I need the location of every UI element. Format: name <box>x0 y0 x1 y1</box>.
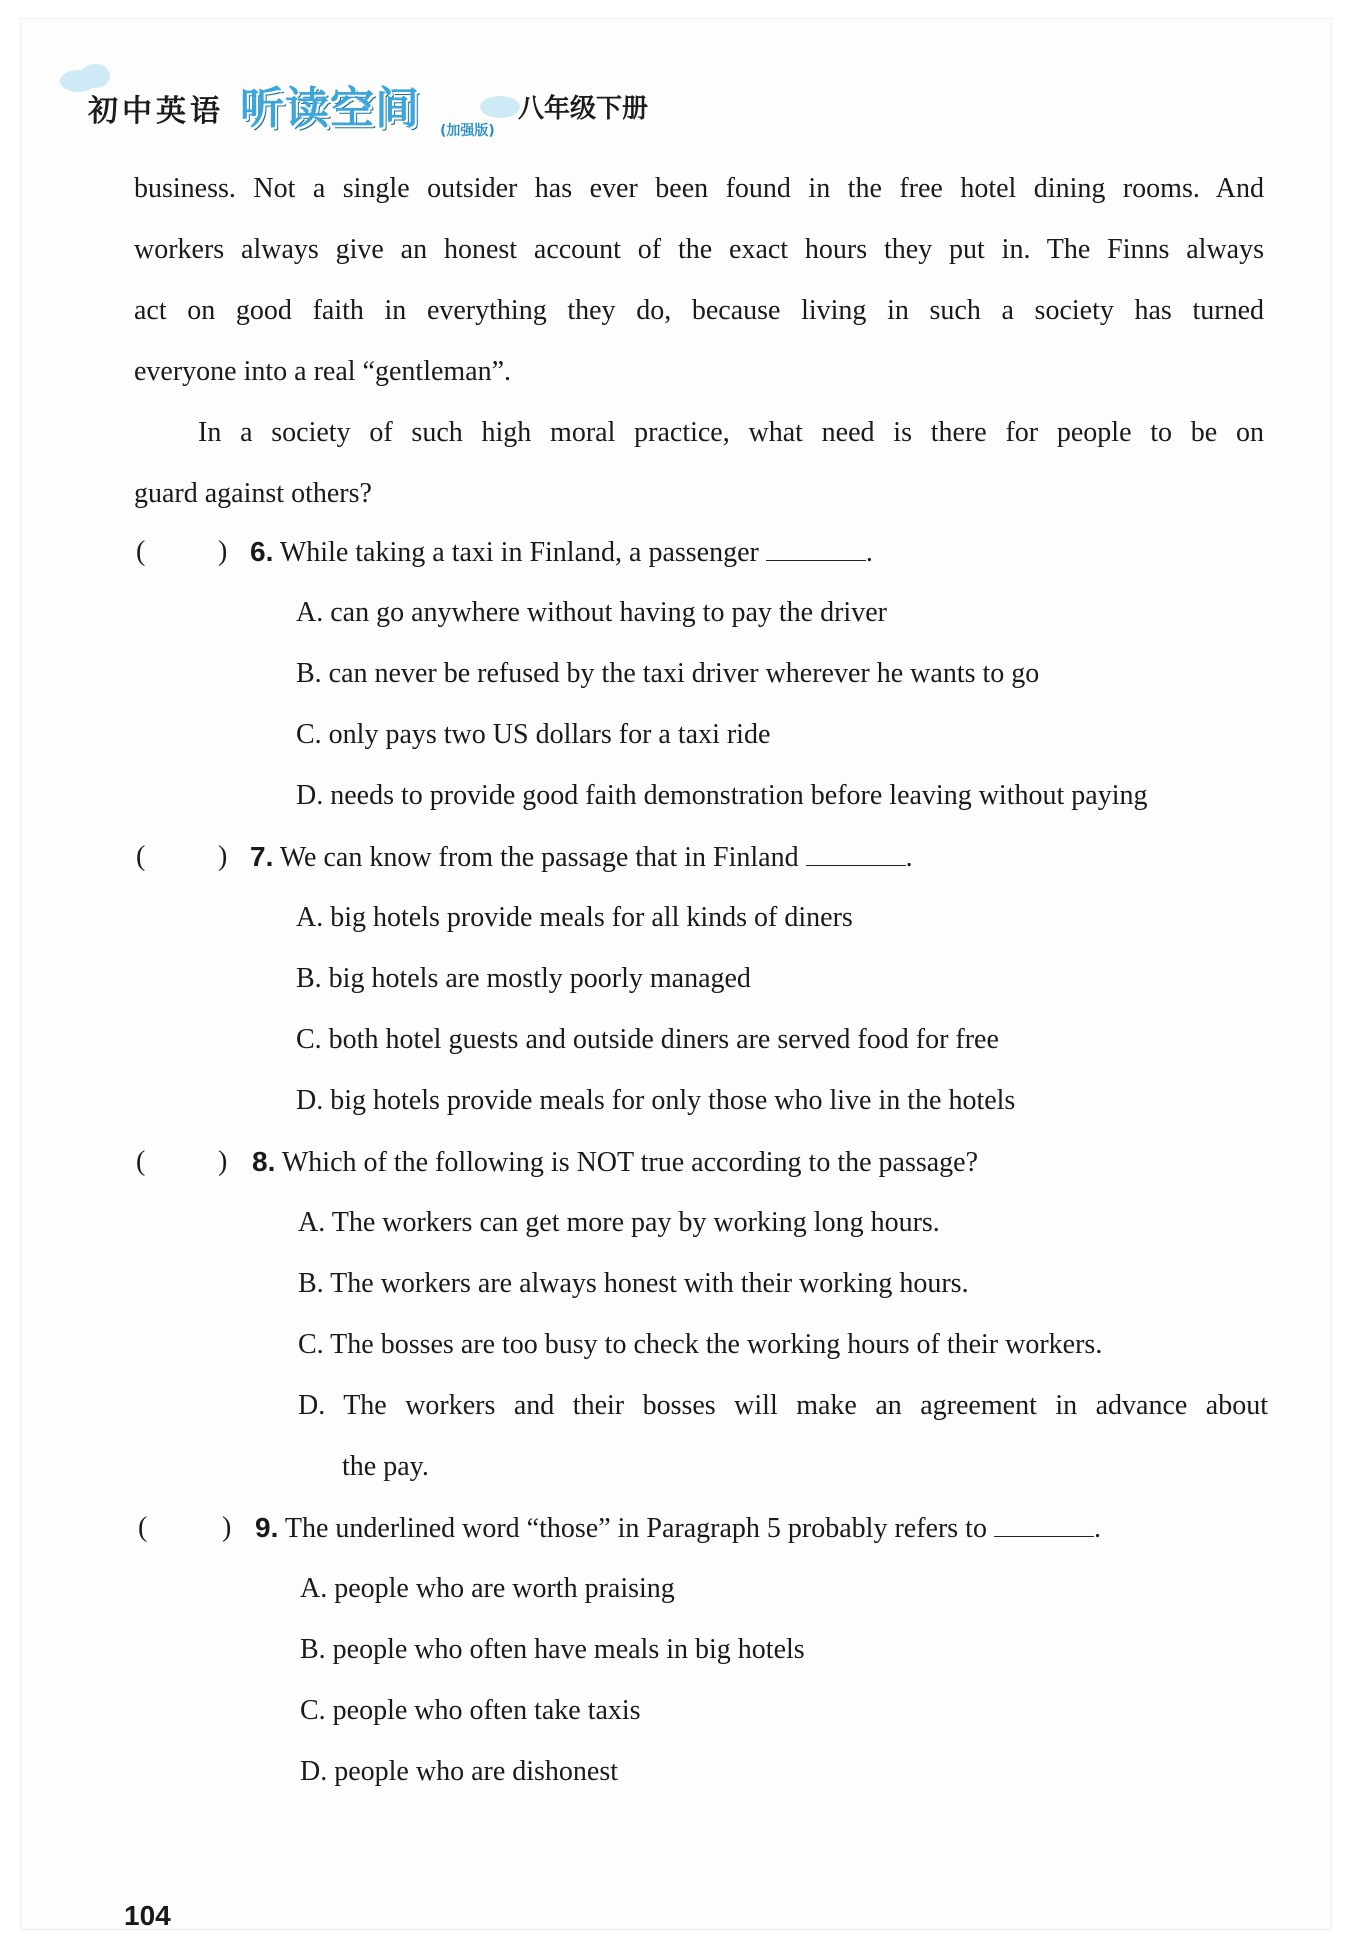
passage-paragraph <box>134 158 1264 402</box>
option-b: B. can never be refused by the taxi driver wherever he wants to go <box>296 658 1040 689</box>
passage-line: In a society of such high moral practice, what need is there for people to be on <box>198 417 1264 448</box>
option-d: D. people who are dishonest <box>300 1756 619 1787</box>
question-end: . <box>1093 1513 1101 1544</box>
answer-paren-close: ) <box>218 841 228 872</box>
option-a: A. can go anywhere without having to pay the driver <box>296 597 887 628</box>
answer-paren-close: ) <box>218 536 228 567</box>
question-stem <box>250 841 913 874</box>
question-text: Which of the following is NOT true according to the passage? <box>281 1147 979 1178</box>
page-number: 104 <box>124 1900 171 1931</box>
question-number: 8. <box>252 1146 276 1177</box>
option-d: D. The workers and their bosses will make an agreement in advance about <box>298 1390 1268 1421</box>
answer-paren-open: ( <box>136 536 146 567</box>
option-d: D. big hotels provide meals for only those who live in the hotels <box>296 1085 1016 1116</box>
passage-line: everyone into a real “gentleman”. <box>134 356 512 387</box>
header-subject: 初中英语 <box>88 94 224 129</box>
passage-paragraph <box>134 402 1264 524</box>
option-a: A. big hotels provide meals for all kinds of diners <box>296 902 853 933</box>
question-text: While taking a taxi in Finland, a passenger <box>279 537 759 568</box>
answer-paren-close: ) <box>222 1512 232 1543</box>
passage-line: workers always give an honest account of the exact hours they put in. The Finns always <box>134 234 1264 265</box>
option-b: B. big hotels are mostly poorly managed <box>296 963 751 994</box>
passage-line: guard against others? <box>134 478 372 509</box>
question-number: 6. <box>250 536 274 567</box>
option-c: C. only pays two US dollars for a taxi ride <box>296 719 771 750</box>
option-b: B. people who often have meals in big hotels <box>300 1634 805 1665</box>
answer-blank <box>806 841 906 866</box>
option-c: C. both hotel guests and outside diners are served food for free <box>296 1024 999 1055</box>
question-text: We can know from the passage that in Finland <box>279 842 799 873</box>
answer-blank <box>766 536 866 561</box>
page-header <box>60 70 760 150</box>
question-stem <box>250 536 873 569</box>
option-c: C. The bosses are too busy to check the working hours of their workers. <box>298 1329 1103 1360</box>
option-d-continued: the pay. <box>342 1451 429 1482</box>
answer-paren-close: ) <box>218 1146 228 1177</box>
question-end: . <box>865 537 873 568</box>
option-b: B. The workers are always honest with their working hours. <box>298 1268 969 1299</box>
question-text: The underlined word “those” in Paragraph 5 probably refers to <box>284 1513 987 1544</box>
option-d: D. needs to provide good faith demonstration before leaving without paying <box>296 780 1148 811</box>
answer-paren-open: ( <box>136 1146 146 1177</box>
header-brand: 听读空间 <box>240 83 420 134</box>
option-a: A. The workers can get more pay by working long hours. <box>298 1207 940 1238</box>
question-stem <box>252 1146 978 1179</box>
answer-paren-open: ( <box>136 841 146 872</box>
question-number: 7. <box>250 841 274 872</box>
header-edition: (加强版) <box>440 123 495 139</box>
answer-blank <box>994 1512 1094 1537</box>
header-grade: 八年级下册 <box>518 94 649 124</box>
cloud-icon <box>480 96 520 118</box>
question-number: 9. <box>255 1512 279 1543</box>
option-c: C. people who often take taxis <box>300 1695 641 1726</box>
question-stem <box>255 1512 1101 1545</box>
question-end: . <box>905 842 913 873</box>
passage-line: business. Not a single outsider has ever been found in the free hotel dining rooms. And <box>134 173 1264 204</box>
option-a: A. people who are worth praising <box>300 1573 675 1604</box>
passage-line: act on good faith in everything they do, because living in such a society has turned <box>134 295 1264 326</box>
answer-paren-open: ( <box>138 1512 148 1543</box>
cloud-icon <box>80 64 110 88</box>
